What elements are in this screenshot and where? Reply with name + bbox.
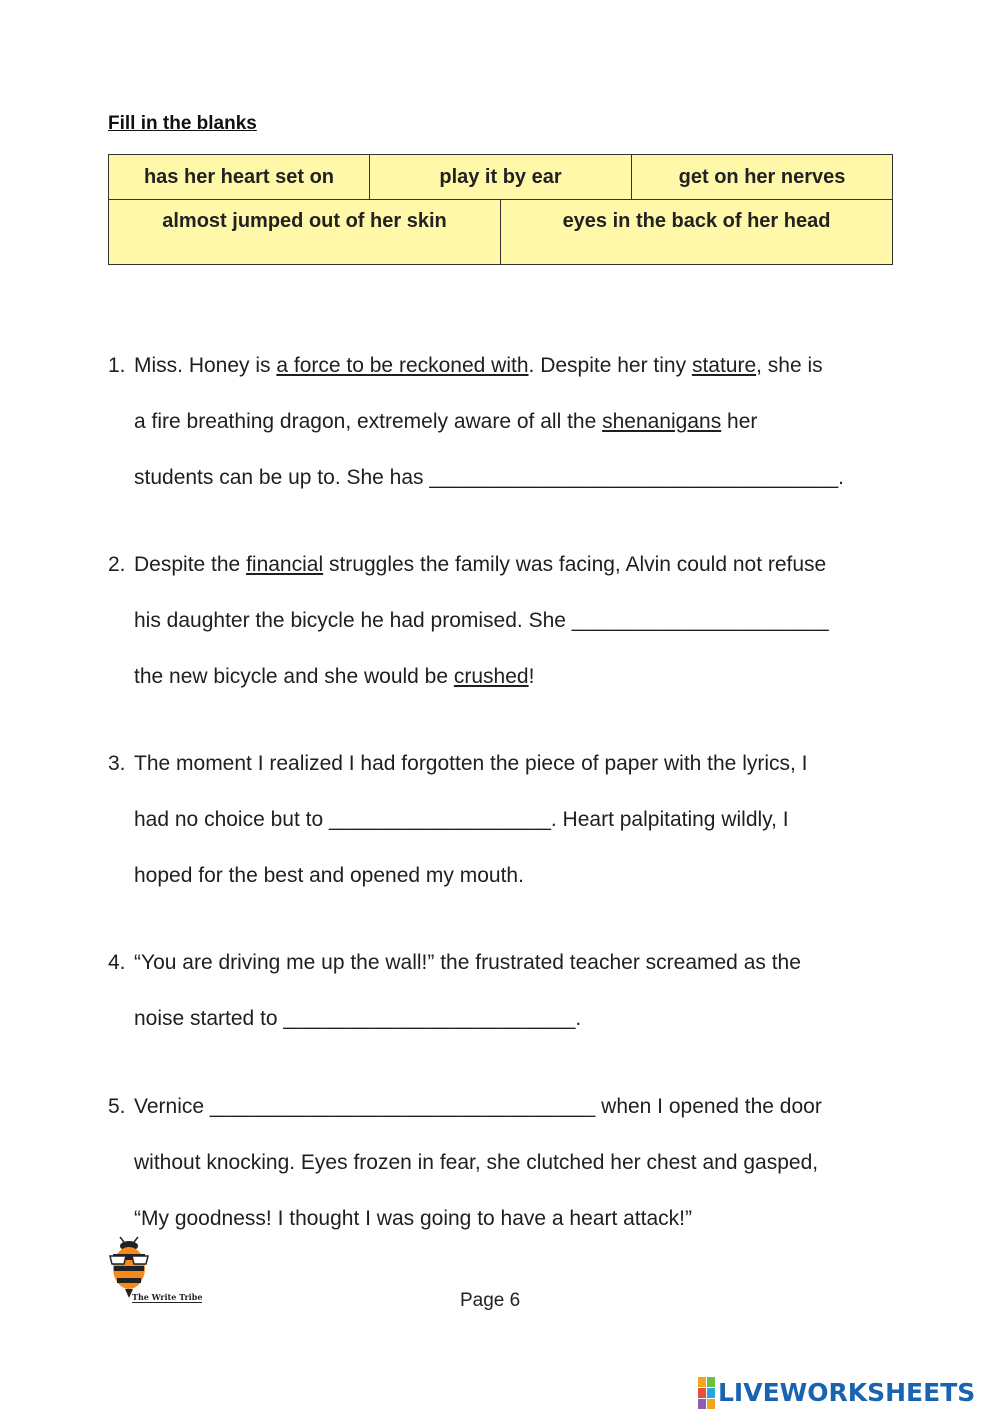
question-text: his daughter the bicycle he had promised. She [134,609,572,632]
question-text: without knocking. Eyes frozen in fear, she clutched her chest and gasped, [134,1151,819,1174]
answer-blank[interactable]: _________________________________ [209,1095,596,1118]
word-bank-item: get on her nerves [678,165,846,188]
answer-blank[interactable]: _________________________ [283,1007,576,1030]
underlined-word: shenanigans [602,410,722,433]
word-bank-item: has her heart set on [109,155,370,199]
question-5 [108,1079,908,1247]
question-text: “You are driving me up the wall!” the frustrated teacher screamed as the [134,951,801,974]
answer-blank[interactable]: ___________________________________. [429,466,844,489]
question-text: . [575,1007,582,1030]
liveworksheets-wordmark: LIVEWORKSHEETS [718,1378,976,1407]
word-bank [108,154,893,265]
question-text: . Heart palpitating wildly, I [550,808,789,831]
question-text: the new bicycle and she would be [134,665,454,688]
question-number: 4. [108,951,126,974]
question-text: Miss. Honey is [134,354,277,377]
question-text: noise started to [134,1007,284,1030]
question-text: The moment I realized I had forgotten the piece of paper with the lyrics, I [134,752,808,775]
question-text: her [721,410,758,433]
answer-blank[interactable]: ______________________ [571,609,829,632]
question-4 [108,935,908,1047]
answer-blank[interactable]: ___________________ [328,808,551,831]
question-number: 5. [108,1095,126,1118]
question-number: 2. [108,553,126,576]
liveworksheets-brand [698,1376,975,1410]
word-bank-row [109,199,892,264]
underlined-word: stature [691,354,757,377]
liveworksheets-logo-icon [698,1377,715,1409]
question-text: ! [528,665,535,688]
question-number: 1. [108,354,126,377]
question-number: 3. [108,752,126,775]
underlined-word: financial [246,553,324,576]
question-text: a fire breathing dragon, extremely aware of all the [134,410,603,433]
word-bank-item: eyes in the back of her head [562,210,831,232]
question-text: struggles the family was facing, Alvin could not refuse [323,553,827,576]
underlined-word: crushed [453,665,529,688]
question-text: Vernice [134,1095,210,1118]
logo-caption: The Write Tribe [132,1292,203,1302]
question-2 [108,537,908,705]
question-text: , she is [756,354,823,377]
word-bank-row [109,155,892,200]
question-text: . Despite her tiny [528,354,692,377]
question-text: students can be up to. She has [134,466,430,489]
worksheet-heading: Fill in the blanks [108,113,257,134]
question-text: “My goodness! I thought I was going to have a heart attack!” [134,1207,692,1230]
question-text: when I opened the door [595,1095,822,1118]
question-text: Despite the [134,553,247,576]
question-1 [108,338,908,506]
word-bank-item: play it by ear [370,155,632,199]
page-number: Page 6 [460,1290,521,1311]
question-3 [108,736,908,904]
question-text: hoped for the best and opened my mouth. [134,864,524,887]
question-text: had no choice but to [134,808,329,831]
word-bank-item: almost jumped out of her skin [109,199,501,264]
underlined-phrase: a force to be reckoned with [276,354,529,377]
